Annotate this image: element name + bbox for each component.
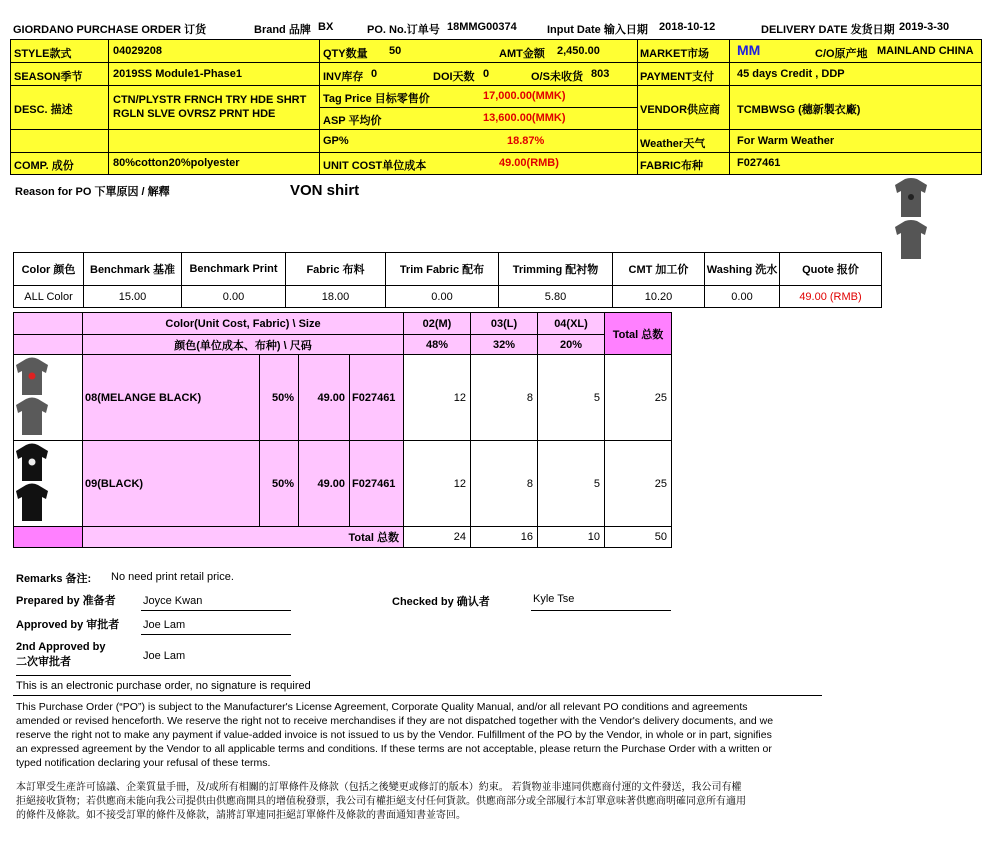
bench-value-benchmark-print: 0.00 [182, 286, 286, 308]
approved-by-label: Approved by 审批者 [16, 619, 120, 631]
total-header: Total 总数 [605, 313, 672, 355]
reason-label: Reason for PO 下單原因 / 解釋 [15, 186, 170, 198]
unit-cost-label: UNIT COST单位成本 [323, 160, 427, 172]
bench-value-color: ALL Color [14, 286, 84, 308]
totals-qty-xl: 10 [538, 527, 605, 548]
row-cost: 49.00 [299, 355, 350, 441]
approved-signature-line [141, 634, 291, 635]
size-name-xl: 04(XL) [538, 313, 605, 335]
table-row [14, 441, 672, 527]
row-color-name: 08(MELANGE BLACK) [83, 355, 260, 441]
totals-row [14, 527, 672, 548]
os-label: O/S未收货 [531, 71, 583, 83]
co-label: C/O原产地 [815, 48, 868, 60]
bench-value-washing: 0.00 [705, 286, 780, 308]
doi-label: DOI天数 [433, 71, 475, 83]
approved2-value: Joe Lam [143, 650, 186, 662]
color-thumbnail [14, 441, 83, 527]
approved2-label-en: 2nd Approved by [16, 641, 106, 653]
bench-value-quote: 49.00 (RMB) [780, 286, 882, 308]
row-pct: 50% [260, 441, 299, 527]
market-label: MARKET市场 [640, 48, 710, 60]
desc-line-2: RGLN SLVE OVRSZ PRNT HDE [113, 108, 276, 120]
brand-label: Brand 品牌 [254, 24, 311, 36]
terms-english [16, 700, 816, 770]
po-info-grid [10, 39, 982, 175]
asp-value: 13,600.00(MMK) [483, 112, 566, 124]
tag-price-label: Tag Price 目标零售价 [323, 93, 430, 105]
size-name-l: 03(L) [471, 313, 538, 335]
bench-header-benchmark: Benchmark 基准 [84, 253, 182, 286]
inv-label: INV库存 [323, 71, 364, 83]
desc-label: DESC. 描述 [14, 104, 73, 116]
row-qty-m: 12 [404, 355, 471, 441]
electronic-notice: This is an electronic purchase order, no signature is required [16, 680, 311, 692]
input-date-value: 2018-10-12 [659, 21, 716, 33]
terms-en-line: an expressed agreement by the Vendor to all applicable terms and conditions. If these terms are not acceptable, please return the Purchase Order with a written or [16, 743, 772, 755]
totals-qty-l: 16 [471, 527, 538, 548]
desc-line-1: CTN/PLYSTR FRNCH TRY HDE SHRT [113, 94, 307, 106]
bench-value-cmt: 10.20 [613, 286, 705, 308]
size-name-m: 02(M) [404, 313, 471, 335]
vendor-label: VENDOR供应商 [640, 104, 721, 116]
bench-value-fabric: 18.00 [286, 286, 386, 308]
gp-label: GP% [323, 135, 349, 147]
amt-value: 2,450.00 [557, 45, 600, 57]
row-qty-l: 8 [471, 441, 538, 527]
row-qty-xl: 5 [538, 355, 605, 441]
totals-label: Total 总数 [83, 527, 404, 548]
terms-en-line: amended or revised henceforth. We reserve the right not to receive merchandises if they are not dispatched together with the Vendor's delivery documents, and we [16, 715, 774, 727]
style-label: STYLE款式 [14, 48, 72, 60]
row-pct: 50% [260, 355, 299, 441]
bench-header-quote: Quote 报价 [780, 253, 882, 286]
size-header-line-1: Color(Unit Cost, Fabric) \ Size [83, 313, 404, 335]
os-value: 803 [591, 68, 610, 80]
weather-value: For Warm Weather [737, 135, 835, 147]
terms-chinese [16, 781, 816, 823]
fabric-label: FABRIC布种 [640, 160, 703, 172]
fabric-value: F027461 [737, 157, 781, 169]
color-thumbnail [14, 355, 83, 441]
bench-header-fabric: Fabric 布料 [286, 253, 386, 286]
approved-by-value: Joe Lam [143, 619, 186, 631]
comp-value: 80%cotton20%polyester [113, 157, 240, 169]
totals-qty-m: 24 [404, 527, 471, 548]
remarks-value: No need print retail price. [111, 571, 234, 583]
row-total: 25 [605, 355, 672, 441]
bench-header-benchmark-print: Benchmark Print [182, 253, 286, 286]
approved2-signature-line [16, 675, 291, 676]
hoodie-grey-back-icon [895, 220, 927, 259]
terms-zh-line: 本訂單受生產許可協議、企業質量手冊，及/或所有相關的訂單條件及條款（包括之後變更或修訂的版本）約束。 若貨物並非連同供應商付運的文件發送，我公司有權 [16, 782, 742, 793]
totals-grand: 50 [605, 527, 672, 548]
totals-thumb-cell [14, 527, 83, 548]
size-pct-l: 32% [471, 335, 538, 355]
row-color-name: 09(BLACK) [83, 441, 260, 527]
bench-value-trimming: 5.80 [499, 286, 613, 308]
doi-value: 0 [483, 68, 490, 80]
size-breakdown-table [13, 312, 672, 548]
delivery-date-label: DELIVERY DATE 发货日期 [761, 24, 895, 36]
season-label: SEASON季节 [14, 71, 83, 83]
size-pct-m: 48% [404, 335, 471, 355]
input-date-label: Input Date 输入日期 [547, 24, 648, 36]
qty-value: 50 [389, 45, 402, 57]
po-title: GIORDANO PURCHASE ORDER 订货 [13, 24, 207, 36]
row-qty-xl: 5 [538, 441, 605, 527]
bench-header-trimming: Trimming 配衬物 [499, 253, 613, 286]
gp-value: 18.87% [507, 135, 545, 147]
row-qty-l: 8 [471, 355, 538, 441]
prepared-by-label: Prepared by 准备者 [16, 595, 116, 607]
bench-header-trim-fabric: Trim Fabric 配布 [386, 253, 499, 286]
unit-cost-value: 49.00(RMB) [499, 157, 559, 169]
po-number-label: PO. No.订单号 [367, 24, 440, 36]
bench-header-color: Color 颜色 [14, 253, 84, 286]
bench-value-trim-fabric: 0.00 [386, 286, 499, 308]
po-number-value: 18MMG00374 [447, 21, 517, 33]
row-fabric: F027461 [350, 355, 404, 441]
style-value: 04029208 [113, 45, 162, 57]
bench-header-cmt: CMT 加工价 [613, 253, 705, 286]
row-total: 25 [605, 441, 672, 527]
payment-value: 45 days Credit , DDP [737, 68, 845, 80]
size-pct-xl: 20% [538, 335, 605, 355]
hoodie-melange-icon [14, 355, 50, 437]
checked-signature-line [531, 610, 671, 611]
amt-label: AMT金额 [499, 48, 545, 60]
qty-label: QTY数量 [323, 48, 368, 60]
co-value: MAINLAND CHINA [877, 45, 974, 57]
table-row [14, 355, 672, 441]
checked-by-label: Checked by 确认者 [392, 596, 490, 608]
terms-zh-line: 的條件及條款。如不接受訂單的條件及條款，請將訂單連同拒絕訂單條件及條款的書面通知書並寄回。 [16, 810, 466, 821]
season-value: 2019SS Module1-Phase1 [113, 68, 243, 80]
row-fabric: F027461 [350, 441, 404, 527]
inv-value: 0 [371, 68, 378, 80]
terms-en-line: typed notification declaring your refusal of these terms. [16, 757, 271, 769]
bench-value-benchmark: 15.00 [84, 286, 182, 308]
reason-value: VON shirt [290, 182, 360, 199]
prepared-signature-line [141, 610, 291, 611]
thumb-header-cell [14, 313, 83, 335]
market-value: MM [737, 42, 761, 58]
thumb-header-cell-2 [14, 335, 83, 355]
product-thumbnail [893, 177, 929, 261]
comp-label: COMP. 成份 [14, 160, 74, 172]
vendor-value: TCMBWSG (穗新製衣廠) [737, 104, 861, 116]
brand-value: BX [318, 21, 334, 33]
payment-label: PAYMENT支付 [640, 71, 714, 83]
delivery-date-value: 2019-3-30 [899, 21, 950, 33]
notice-divider [13, 695, 822, 696]
prepared-by-value: Joyce Kwan [143, 595, 203, 607]
terms-en-line: reserve the right not to make any payment if value-added invoice is not issued to us by the Vendor. Fulfillment of the PO by the Vendor, in whole or in part, signifies [16, 729, 772, 741]
tag-price-value: 17,000.00(MMK) [483, 90, 566, 102]
remarks-label: Remarks 备注: [16, 573, 92, 585]
weather-label: Weather天气 [640, 138, 706, 150]
hoodie-grey-icon [895, 178, 927, 217]
benchmark-table [13, 252, 882, 308]
size-header-line-2: 颜色(单位成本、布种) \ 尺码 [83, 335, 404, 355]
checked-by-value: Kyle Tse [533, 593, 575, 605]
bench-header-washing: Washing 洗水 [705, 253, 780, 286]
approved2-label-zh: 二次审批者 [16, 656, 71, 668]
row-cost: 49.00 [299, 441, 350, 527]
hoodie-black-icon [14, 441, 50, 523]
terms-zh-line: 拒絕接收貨物；若供應商未能向我公司提供由供應商開具的增值稅發票，我公司有權拒絕支付任何貨款。供應商部分或全部履行本訂單意味著供應商明確同意所有適用 [16, 796, 746, 807]
asp-label: ASP 平均价 [323, 115, 382, 127]
row-qty-m: 12 [404, 441, 471, 527]
terms-en-line: This Purchase Order (“PO”) is subject to the Manufacturer's License Agreement, Corporate Quality Manual, and/or all relevant PO conditions and agreements [16, 701, 748, 713]
